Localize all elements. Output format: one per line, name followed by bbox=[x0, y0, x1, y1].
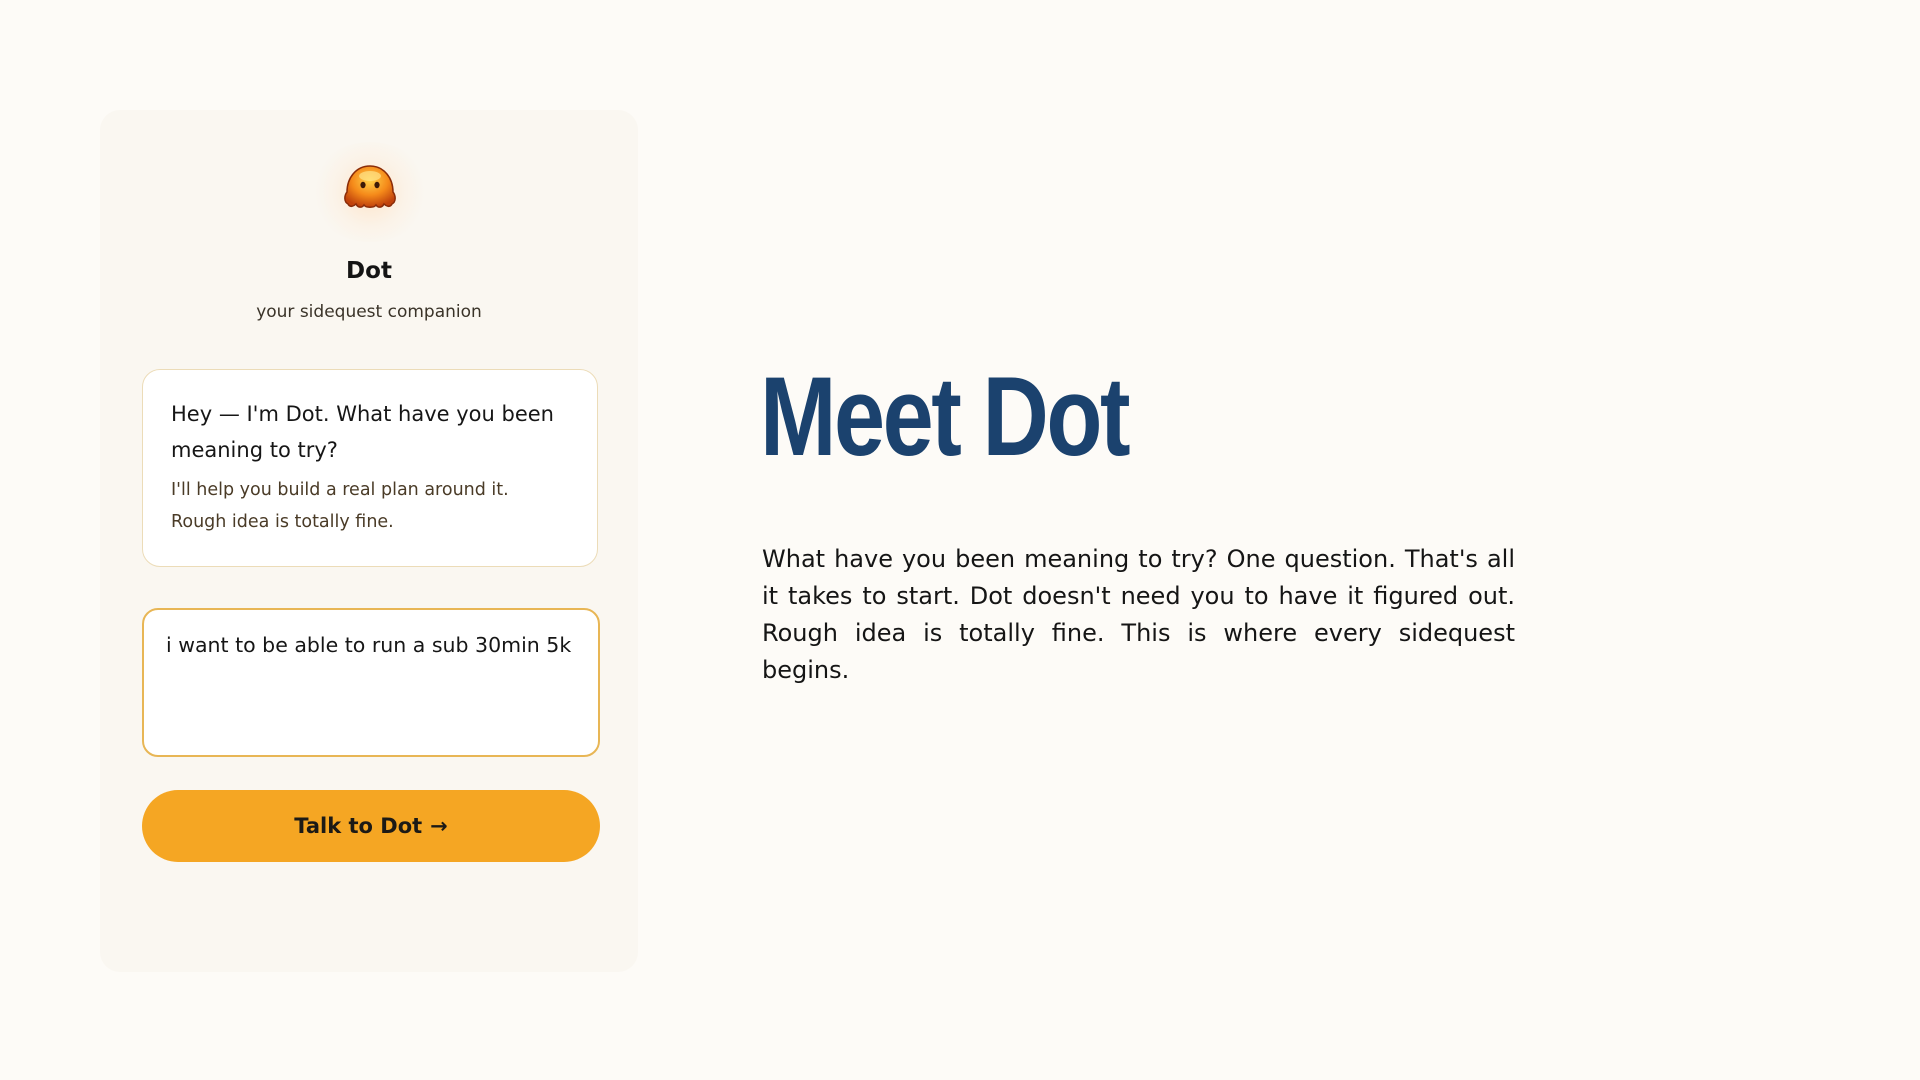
talk-to-dot-label: Talk to Dot bbox=[294, 814, 423, 838]
talk-to-dot-button[interactable] bbox=[142, 790, 600, 862]
mascot-avatar bbox=[310, 142, 430, 242]
greeting-message: Hey — I'm Dot. What have you been meaning to try? bbox=[171, 402, 554, 462]
companion-name: Dot bbox=[346, 258, 392, 284]
page-title: Meet Dot bbox=[760, 354, 1129, 479]
chat-bubble bbox=[142, 369, 598, 567]
companion-subtitle: your sidequest companion bbox=[256, 302, 482, 322]
arrow-right-icon: → bbox=[430, 814, 448, 838]
helper-message: I'll help you build a real plan around it. Rough idea is totally fine. bbox=[171, 480, 509, 532]
intro-paragraph: What have you been meaning to try? One question. That's all it takes to start. Dot doesn't need you to have it figured out. Rough idea is totally fine. This is where every sidequest begins. bbox=[762, 545, 1515, 684]
goal-input[interactable]: i want to be able to run a sub 30min 5k bbox=[142, 608, 600, 757]
orange-blob-creature-icon bbox=[338, 158, 402, 214]
